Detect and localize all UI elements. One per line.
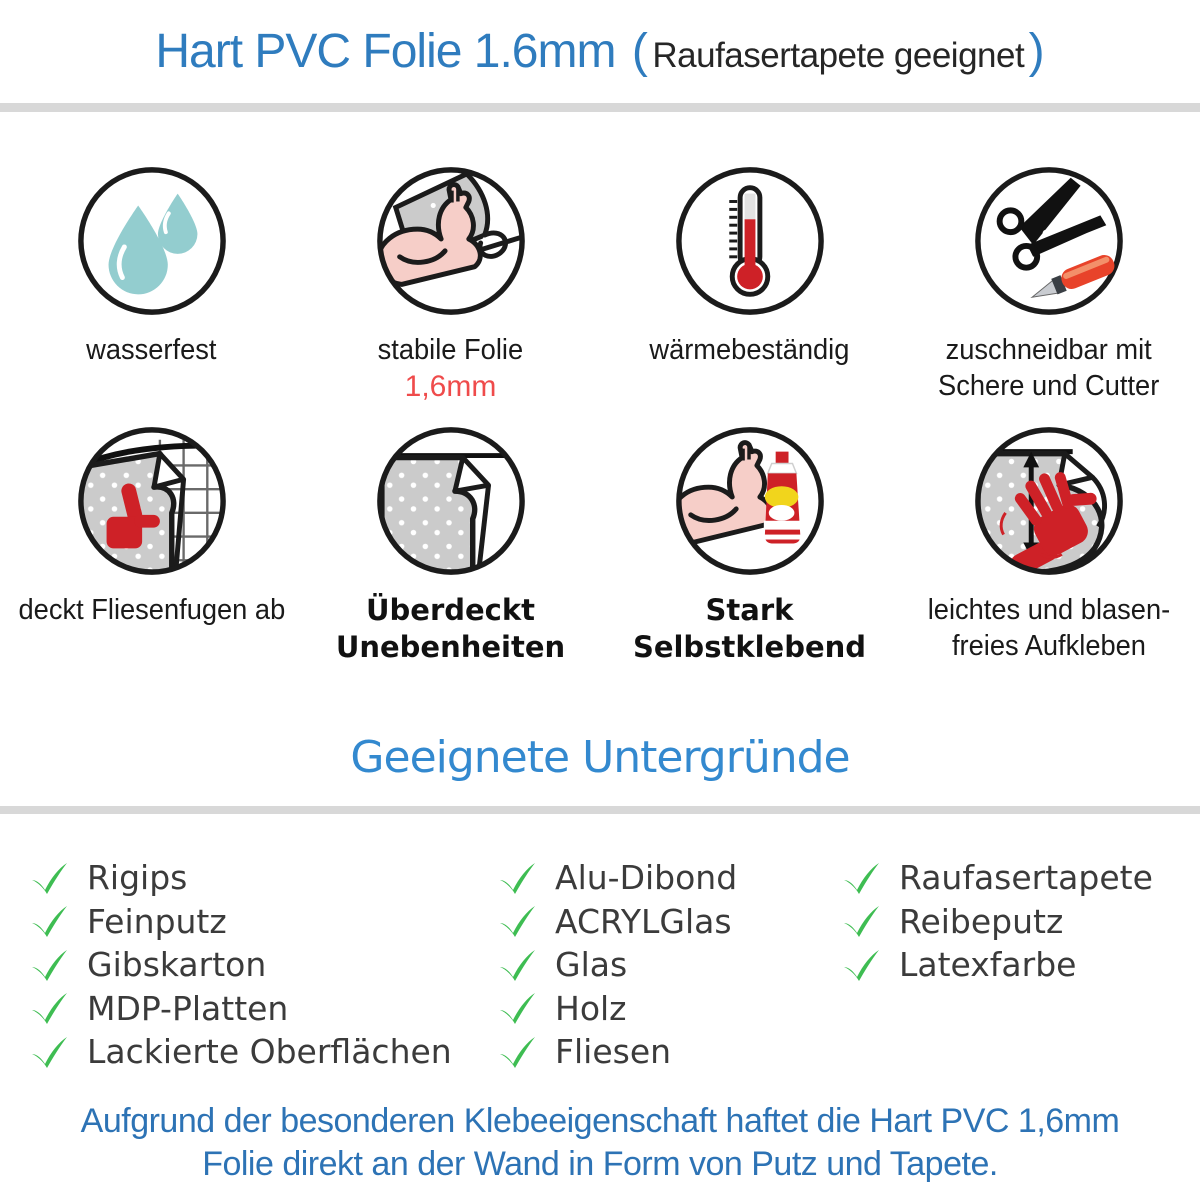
check-icon [28,948,70,982]
footer-line-2: Folie direkt an der Wand in Form von Putz und Tapete. [202,1145,998,1183]
feature-label: stabile Folie [377,334,524,366]
surface-item [28,900,452,944]
surfaces-column-2 [496,856,737,1074]
feature-label: Überdeckt Unebenheiten [335,593,566,664]
check-icon [496,861,538,895]
surface-label: Feinputz [87,901,227,941]
surface-item [840,856,1153,900]
surface-label: Alu-Dibond [555,858,738,898]
surface-item [28,987,452,1031]
surface-label: Glas [555,945,628,985]
surface-item [840,943,1153,987]
divider-top [0,103,1200,112]
surface-label: MDP-Platten [87,988,289,1028]
surface-item [28,1030,452,1074]
self-adhesive-glue-icon [671,422,829,580]
feature-label: wasserfest [86,334,217,366]
feature-waermebestaendig [600,162,899,404]
check-icon [496,1035,538,1069]
surface-label: Lackierte Oberflächen [87,1032,452,1072]
feature-row-2 [0,422,1200,666]
feature-fliesenfugen [2,422,301,666]
footer-line-1: Aufgrund der besonderen Klebeeigenschaft haftet die Hart PVC 1,6mm [80,1102,1120,1140]
feature-label: deckt Fliesenfugen ab [18,594,285,626]
feature-wasserfest [2,162,301,404]
check-icon [496,948,538,982]
bubble-free-hand-icon [970,422,1128,580]
surface-label: Latexfarbe [899,945,1077,985]
surfaces-column-3 [840,856,1153,987]
divider-surfaces [0,806,1200,814]
feature-selbstklebend [600,422,899,666]
surface-item [496,856,737,900]
strong-arm-foil-icon [372,162,530,320]
feature-row-1 [0,162,1200,404]
feature-blasenfrei [899,422,1198,666]
feature-unebenheiten [301,422,600,666]
scissors-cutter-icon [970,162,1128,320]
covers-unevenness-icon [372,422,530,580]
surface-item [496,900,737,944]
feature-stabile-folie [301,162,600,404]
footer-note [0,1100,1200,1186]
surface-item [496,987,737,1031]
surface-label: Gibskarton [87,945,267,985]
check-icon [496,904,538,938]
check-icon [496,991,538,1025]
title-main: Hart PVC Folie 1.6mm [155,25,616,78]
title-subtitle: Raufasertapete geeignet [652,36,1025,75]
feature-zuschneidbar [899,162,1198,404]
surface-item [28,856,452,900]
thermometer-icon [671,162,829,320]
water-drops-icon [73,162,231,320]
check-icon [28,991,70,1025]
surface-item [28,943,452,987]
page-title [0,24,1200,79]
check-icon [840,904,882,938]
title-paren-close: ) [1028,25,1045,78]
surface-label: ACRYLGlas [555,901,732,941]
feature-label: leichtes und blasen- freies Aufkleben [927,594,1170,662]
title-paren-open: ( [631,25,648,78]
check-icon [28,861,70,895]
surfaces-column-1 [28,856,452,1074]
tile-joints-thumb-icon [73,422,231,580]
surfaces-heading: Geeignete Untergründe [350,732,850,783]
feature-thickness-highlight: 1,6mm [404,370,497,403]
surface-label: Fliesen [555,1032,672,1072]
surface-label: Rigips [87,858,188,898]
check-icon [840,861,882,895]
feature-label: zuschneidbar mit Schere und Cutter [937,334,1160,402]
surface-label: Reibeputz [899,901,1064,941]
surface-item [496,943,737,987]
surface-item [496,1030,737,1074]
feature-label: wärmebeständig [649,334,850,366]
check-icon [28,1035,70,1069]
check-icon [840,948,882,982]
feature-label: Stark Selbstklebend [632,593,867,664]
surface-item [840,900,1153,944]
surface-label: Holz [555,988,627,1028]
check-icon [28,904,70,938]
surface-label: Raufasertapete [899,858,1153,898]
